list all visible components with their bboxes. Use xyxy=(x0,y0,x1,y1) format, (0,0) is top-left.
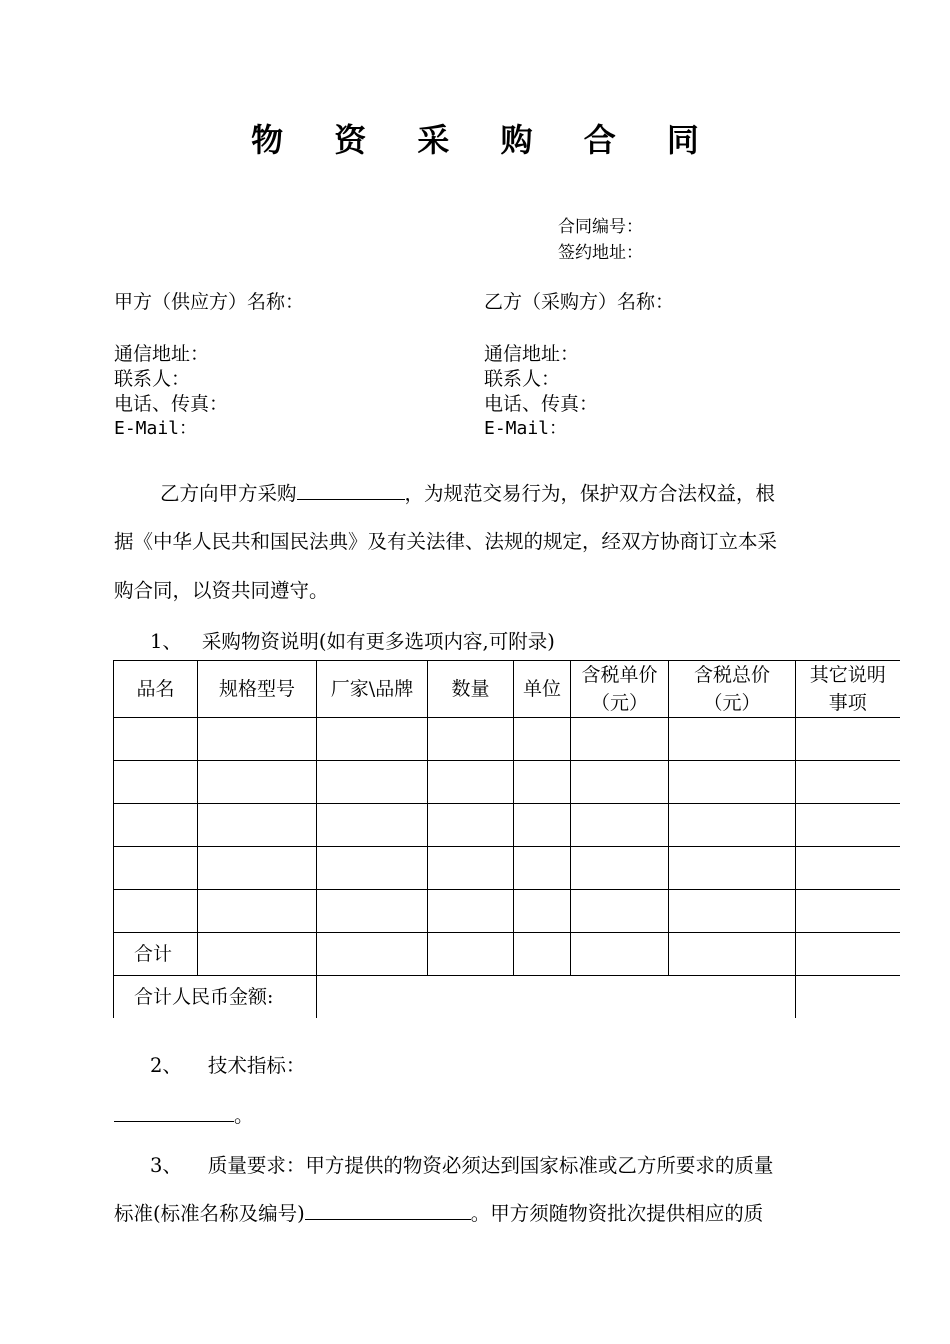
section-1-heading xyxy=(150,626,555,654)
section-3-number: 3、 xyxy=(150,1154,182,1177)
quality-standard-blank xyxy=(305,1218,471,1220)
contract-number-label: 合同编号： xyxy=(558,217,643,237)
section-3-text-2a: 标准(标准名称及编号) xyxy=(114,1202,305,1225)
table-header-row xyxy=(114,661,900,718)
party-a-contact-label: 联系人： xyxy=(114,368,191,390)
party-b-name-label: 乙方（采购方）名称： xyxy=(484,291,675,313)
header-unit: 单位 xyxy=(514,661,571,718)
rmb-total-row xyxy=(114,976,900,1019)
section-2-blank-line xyxy=(114,1100,254,1128)
intro-line-1-start: 乙方向甲方采购 xyxy=(160,482,297,505)
table-row xyxy=(114,804,900,847)
table-row xyxy=(114,890,900,933)
section-3-text-2b: 。甲方须随物资批次提供相应的质 xyxy=(470,1202,764,1225)
section-1-text: 采购物资说明(如有更多选项内容,可附录) xyxy=(201,630,555,653)
party-a-email-label: E-Mail： xyxy=(114,418,198,439)
intro-line-3: 购合同，以资共同遵守。 xyxy=(114,579,329,602)
header-manufacturer-brand: 厂家\品牌 xyxy=(317,661,428,718)
technical-spec-blank xyxy=(114,1120,234,1122)
header-unit-price: 含税单价 （元） xyxy=(571,661,669,718)
intro-line-1-end: ，为规范交易行为，保护双方合法权益，根 xyxy=(404,482,776,505)
section-3-text-1: 质量要求：甲方提供的物资必须达到国家标准或乙方所要求的质量 xyxy=(207,1154,774,1177)
section-3-line-2 xyxy=(114,1198,763,1226)
total-row xyxy=(114,933,900,976)
header-total-price: 含税总价 （元） xyxy=(669,661,796,718)
rmb-total-value[interactable] xyxy=(317,976,796,1019)
rmb-total-label: 合计人民币金额: xyxy=(114,976,317,1019)
purchase-item-blank xyxy=(297,498,405,500)
party-a-name-label: 甲方（供应方）名称： xyxy=(114,291,305,313)
party-b-address-label: 通信地址： xyxy=(484,343,580,365)
party-b-email-label: E-Mail： xyxy=(484,418,568,439)
section-2-number: 2、 xyxy=(150,1054,182,1077)
header-spec-model: 规格型号 xyxy=(198,661,317,718)
party-b-phone-label: 电话、传真： xyxy=(484,393,599,415)
page-title: 物 资 采 购 合 同 xyxy=(251,121,719,159)
intro-line-1 xyxy=(160,478,775,506)
intro-line-2: 据《中华人民共和国民法典》及有关法律、法规的规定，经双方协商订立本采 xyxy=(114,530,778,553)
party-a-address-label: 通信地址： xyxy=(114,343,210,365)
table-row xyxy=(114,718,900,761)
total-label: 合计 xyxy=(114,933,198,976)
section-2-text: 技术指标： xyxy=(207,1054,306,1077)
materials-table xyxy=(113,660,900,1018)
section-1-number: 1、 xyxy=(150,630,182,653)
party-a-phone-label: 电话、传真： xyxy=(114,393,229,415)
sign-place-label: 签约地址： xyxy=(558,243,643,263)
table-row xyxy=(114,847,900,890)
section-2-heading xyxy=(150,1050,305,1078)
section-3-line-1 xyxy=(150,1150,773,1178)
header-product-name: 品名 xyxy=(114,661,198,718)
table-row xyxy=(114,761,900,804)
header-other-notes: 其它说明 事项 xyxy=(796,661,900,718)
section-2-tail: 。 xyxy=(234,1104,254,1127)
header-quantity: 数量 xyxy=(428,661,514,718)
party-b-contact-label: 联系人： xyxy=(484,368,561,390)
